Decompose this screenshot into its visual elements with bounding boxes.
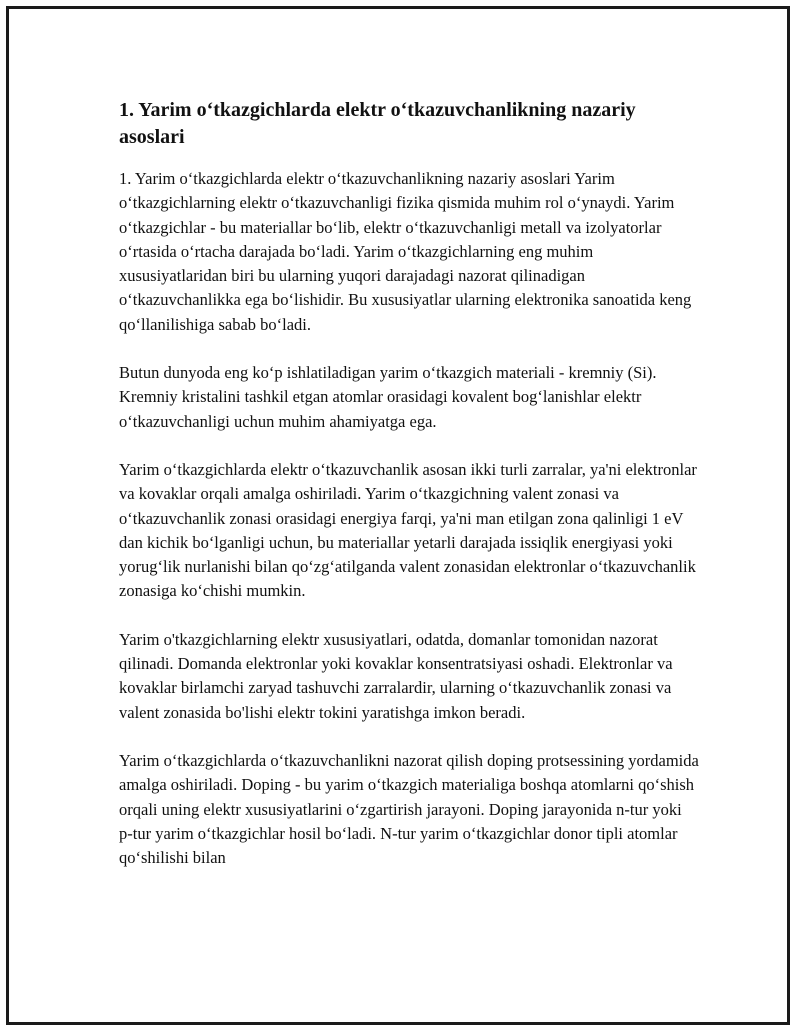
document-page <box>6 6 790 1025</box>
paragraph-1: 1. Yarim o‘tkazgichlarda elektr o‘tkazuvchanlikning nazariy asoslari Yarim o‘tkazgichlarning elektr o‘tkazuvchanligi fizika qismida muhim rol o‘ynaydi. Yarim o‘tkazgichlar - bu materiallar bo‘lib, elektr o‘tkazuvchanligi metall va izolyatorlar o‘rtasida o‘rtacha darajada bo‘ladi. Yarim o‘tkazgichlarning eng muhim xususiyatlaridan biri bu ularning yuqori darajadagi nazorat qilinadigan o‘tkazuvchanlikka ega bo‘lishidir. Bu xususiyatlar ularning elektronika sanoatida keng qo‘llanilishiga sabab bo‘ladi. <box>119 169 692 334</box>
paragraph-4: Yarim o'tkazgichlarning elektr xususiyatlari, odatda, domanlar tomonidan nazorat qilinadi. Domanda elektronlar yoki kovaklar konsentratsiyasi oshadi. Elektronlar va kovaklar birlamchi zaryad tashuvchi zarralardir, ularning o‘tkazuvchanlik zonasi va valent zonasida bo'lishi elektr tokini yaratishga imkon beradi. <box>119 629 673 722</box>
paragraph-2: Butun dunyoda eng ko‘p ishlatiladigan yarim o‘tkazgich materiali - kremniy (Si). Kremniy kristalini tashkil etgan atomlar orasidagi kovalent bog‘lanishlar elektr o‘tkazuvchanligi uchun muhim ahamiyatga ega. <box>119 363 657 431</box>
paragraph-3: Yarim o‘tkazgichlarda elektr o‘tkazuvchanlik asosan ikki turli zarralar, ya'ni elektronlar va kovaklar orqali amalga oshiriladi. Yarim o‘tkazgichning valent zonasi va o‘tkazuvchanlik zonasi orasidagi energiya farqi, ya'ni man etilgan zona qalinligi 1 eV dan kichik bo‘lganligi uchun, bu materiallar yetarli darajada issiqlik energiyasi yoki yorug‘lik nurlanishi bilan qo‘zg‘atilganda valent zonasidan elektronlar o‘tkazuvchanlik zonasiga ko‘chishi mumkin. <box>119 459 697 601</box>
document-body <box>119 97 699 894</box>
paragraph-5: Yarim o‘tkazgichlarda o‘tkazuvchanlikni nazorat qilish doping protsessining yordamida amalga oshiriladi. Doping - bu yarim o‘tkazgich materialiga boshqa atomlarni qo‘shish orqali uning elektr xususiyatlarini o‘zgartirish jarayoni. Doping jarayonida n-tur yoki p-tur yarim o‘tkazgichlar hosil bo‘ladi. N-tur yarim o‘tkazgichlar donor tipli atomlar qo‘shilishi bilan <box>119 750 699 868</box>
document-title: 1. Yarim o‘tkazgichlarda elektr o‘tkazuvchanlikning nazariy asoslari <box>119 99 636 148</box>
